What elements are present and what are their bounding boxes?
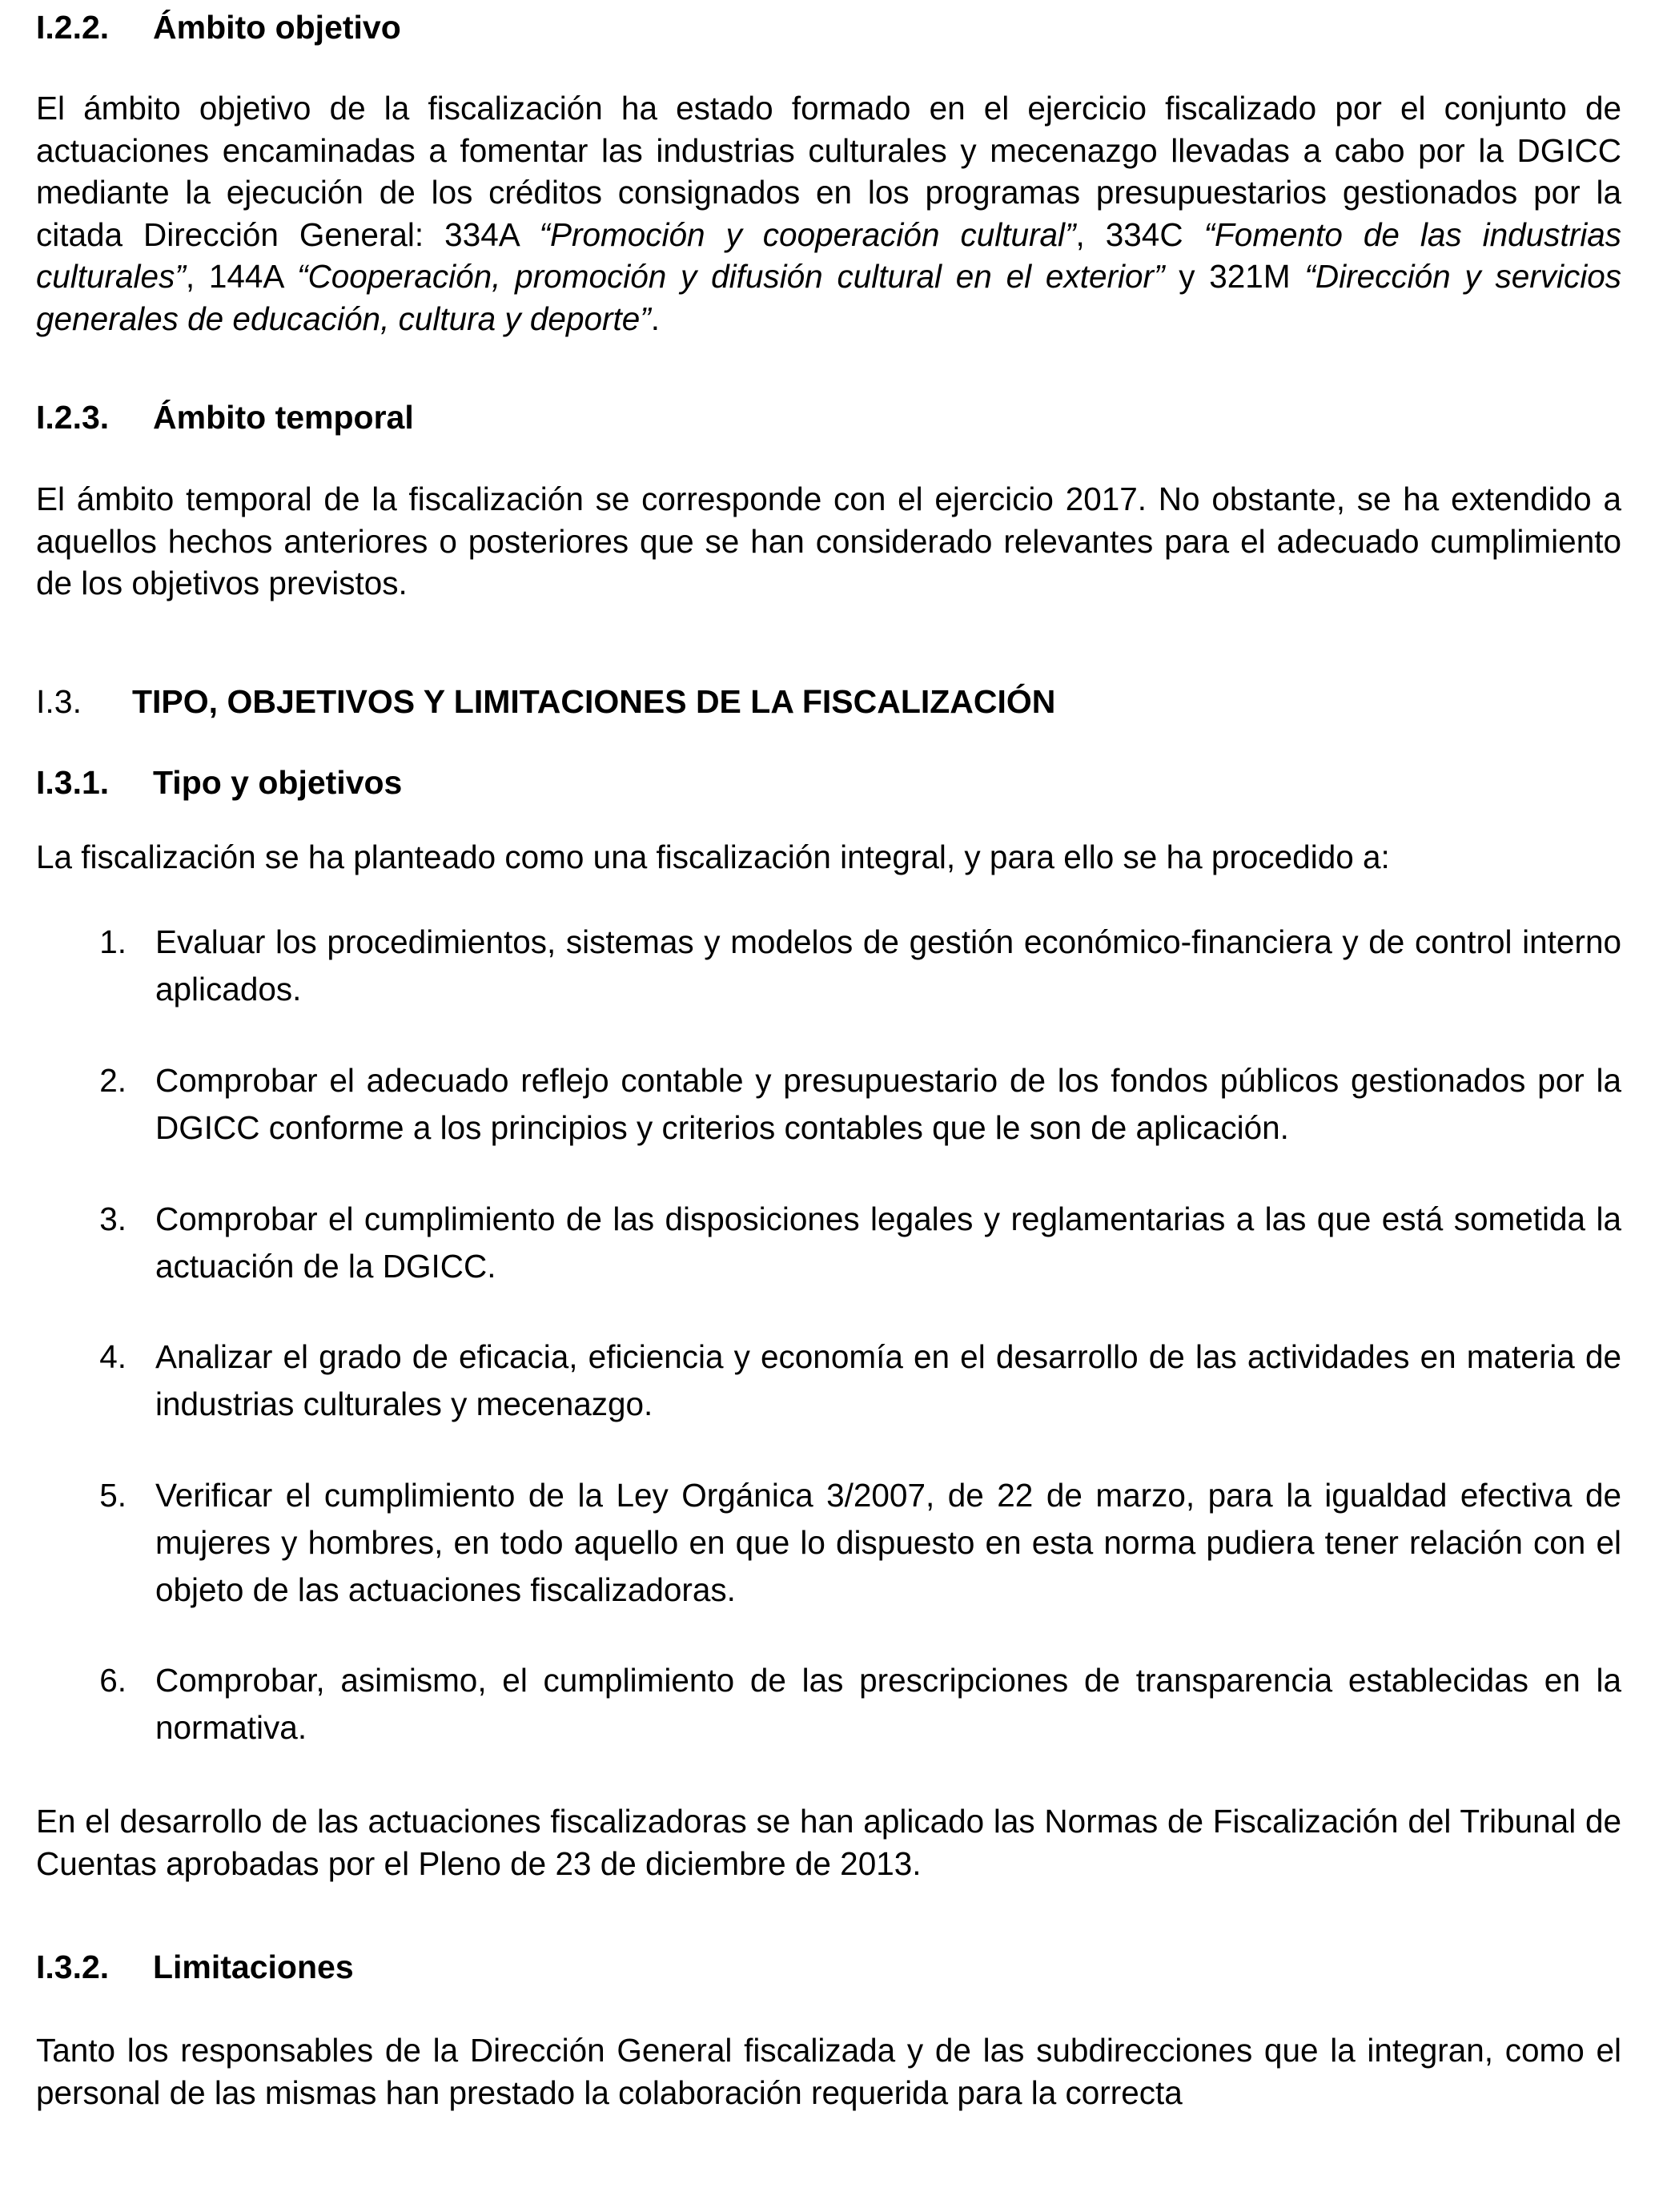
section-number: I.3. <box>36 683 82 720</box>
program-name-321m: “Dirección y servicios generales de educación, cultura y deporte” <box>36 258 1621 337</box>
list-number: 2. <box>99 1062 127 1099</box>
paragraph-text: y 321M <box>1164 258 1305 295</box>
section-number: I.2.3. <box>36 399 110 436</box>
program-name-144a: “Cooperación, promoción y difusión cultural en el exterior” <box>297 258 1165 295</box>
section-title: Tipo y objetivos <box>153 764 403 801</box>
paragraph-ambito-objetivo <box>36 87 1621 340</box>
list-number: 5. <box>99 1477 127 1514</box>
list-number: 6. <box>99 1662 127 1699</box>
section-title: Limitaciones <box>153 1949 354 1985</box>
paragraph-text: El ámbito objetivo de la fiscalización ha estado formado en el ejercicio fiscalizado por el conjunto de actuaciones encaminadas a fomentar las industrias culturales y mecenazgo llevadas a cabo por la DGICC mediante la ejecución de los créditos consignados en los programas presupuestarios gestionados por la citada Dirección General: 334A <box>36 90 1621 253</box>
program-name-334c: “Fomento de las industrias culturales” <box>36 215 1621 295</box>
paragraph-limitaciones: Tanto los responsables de la Dirección General fiscalizada y de las subdirecciones que la integran, como el personal de las mismas han prestado la colaboración requerida para la correcta <box>36 2032 1621 2111</box>
list-item-text: Comprobar el cumplimiento de las disposiciones legales y reglamentarias a las que está sometida la actuación de la DGICC. <box>155 1201 1621 1285</box>
list-item-text: Comprobar el adecuado reflejo contable y presupuestario de los fondos públicos gestionados por la DGICC conforme a los principios y criterios contables que le son de aplicación. <box>155 1062 1621 1146</box>
list-item-text: Evaluar los procedimientos, sistemas y modelos de gestión económico-financiera y de control interno aplicados. <box>155 923 1621 1007</box>
list-number: 4. <box>99 1338 127 1375</box>
section-title: Ámbito objetivo <box>153 9 401 46</box>
section-heading-tipo-y-objetivos <box>36 762 403 802</box>
section-heading-ambito-temporal <box>36 397 414 437</box>
paragraph-text: , 334C <box>1075 215 1204 253</box>
list-number: 3. <box>99 1201 127 1237</box>
paragraph-text: , 144A <box>185 258 297 295</box>
list-item-text: Comprobar, asimismo, el cumplimiento de las prescripciones de transparencia establecidas en la normativa. <box>155 1662 1621 1746</box>
section-title: Ámbito temporal <box>153 399 414 436</box>
section-title: TIPO, OBJETIVOS Y LIMITACIONES DE LA FISCALIZACIÓN <box>132 683 1056 720</box>
paragraph-ambito-temporal: El ámbito temporal de la fiscalización se corresponde con el ejercicio 2017. No obstante, se ha extendido a aquellos hechos anteriores o posteriores que se han considerado relevantes para el adecuado cumplimiento de los objetivos previstos. <box>36 481 1621 601</box>
section-heading-limitaciones <box>36 1947 354 1987</box>
section-number: I.3.1. <box>36 764 110 801</box>
program-name-334a: “Promoción y cooperación cultural” <box>539 215 1076 253</box>
section-heading-tipo-objetivos-limitaciones <box>36 682 1056 722</box>
paragraph-normas: En el desarrollo de las actuaciones fiscalizadoras se han aplicado las Normas de Fiscalización del Tribunal de Cuentas aprobadas por el Pleno de 23 de diciembre de 2013. <box>36 1803 1621 1882</box>
list-item-text: Verificar el cumplimiento de la Ley Orgánica 3/2007, de 22 de marzo, para la igualdad efectiva de mujeres y hombres, en todo aquello en que lo dispuesto en esta norma pudiera tener relación con el objeto de las actuaciones fiscalizadoras. <box>155 1477 1621 1608</box>
section-number: I.2.2. <box>36 9 110 46</box>
paragraph-intro: La fiscalización se ha planteado como una fiscalización integral, y para ello se ha procedido a: <box>36 839 1390 875</box>
section-number: I.3.2. <box>36 1949 110 1985</box>
list-item-text: Analizar el grado de eficacia, eficiencia y economía en el desarrollo de las actividades en materia de industrias culturales y mecenazgo. <box>155 1338 1621 1422</box>
list-number: 1. <box>99 923 127 960</box>
paragraph-text: . <box>650 300 661 337</box>
section-heading-ambito-objetivo <box>36 7 401 47</box>
